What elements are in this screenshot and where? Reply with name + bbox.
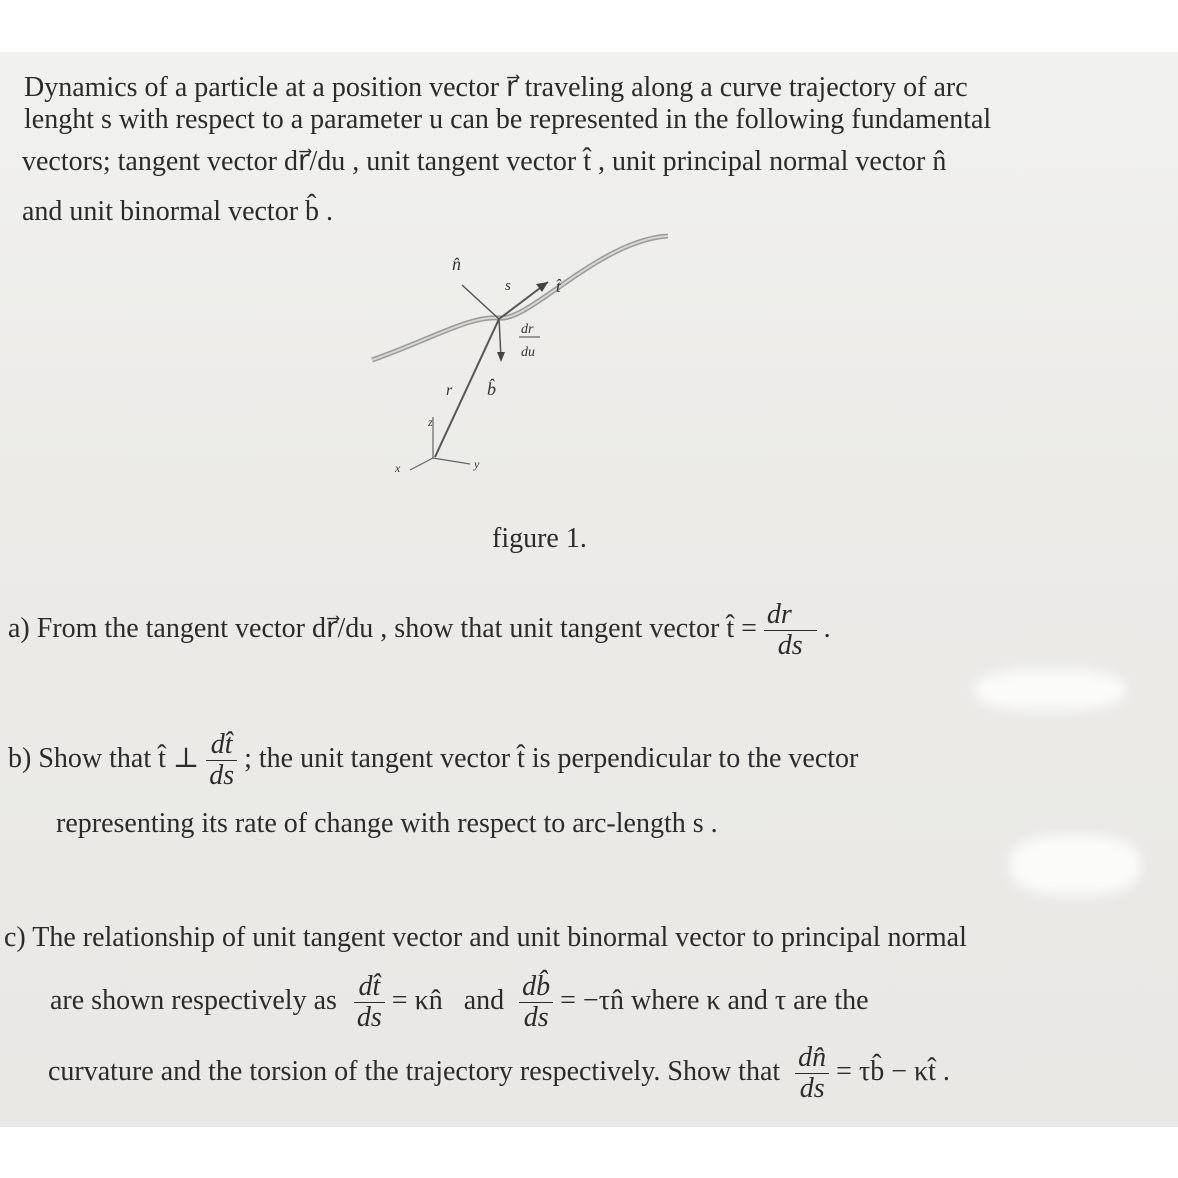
label-y: y [474,457,480,471]
fraction-numerator: dt̂ [206,730,237,761]
part-b-rest: ; the unit tangent vector t̂ is perpendicular to the vector [244,743,859,774]
label-x: x [395,461,401,475]
binormal-arrowhead [497,352,505,362]
curve-figure [0,220,1178,740]
and-word: and [463,985,505,1016]
label-b: b̂ [487,379,496,399]
equation-1-rhs: = κn̂ [391,985,443,1016]
part-a-end: . [823,613,831,644]
intro-line-4: and unit binormal vector b̂ . [22,196,334,227]
label-s: s [505,278,511,294]
fraction-denominator: ds [209,760,235,792]
label-n: n̂ [452,254,461,274]
fraction-denominator: ds [523,1002,549,1034]
normal-vector-line [462,285,499,319]
smudge-mark [1010,835,1140,895]
part-a-text: a) From the tangent vector dr⃗/du , show that unit tangent vector t̂ = [8,613,757,644]
part-b-lead: b) Show that t̂ ⊥ [8,743,200,774]
fraction-db-ds [519,972,553,1033]
fraction-numerator: dn̂ [795,1043,829,1074]
label-du: du [521,345,535,360]
figure-caption: figure 1. [492,523,587,554]
fraction-numerator: dt̂ [354,972,385,1003]
fraction-dr-ds [764,600,817,661]
fraction-numerator: dr⃗ [764,600,817,631]
fraction-dt-ds [354,972,385,1033]
part-b [8,728,858,791]
x-axis-line [410,458,433,470]
label-dr: dr⃗ [521,322,545,337]
fraction-numerator: db̂ [519,972,553,1003]
label-t: t̂ [556,277,561,296]
intro-line-3: vectors; tangent vector dr⃗/du , unit tangent vector t̂ , unit principal normal vector n̂ [22,146,947,177]
fraction-denominator: ds [777,630,803,662]
fraction-dn-ds [795,1043,829,1104]
intro-line-1: Dynamics of a particle at a position vector r⃗ traveling along a curve trajectory of arc [24,72,968,103]
intro-line-2: lenght s with respect to a parameter u can be represented in the following fundamental [24,104,992,135]
part-c-lead: are shown respectively as [50,985,337,1016]
part-c-line-2 [50,970,869,1033]
fraction-denominator: ds [799,1073,825,1105]
part-c-line-1: c) The relationship of unit tangent vector and unit binormal vector to principal normal [4,922,967,953]
equation-3-rhs: = τb̂ − κt̂ . [836,1056,950,1087]
part-b-line-2: representing its rate of change with respect to arc-length s . [56,808,718,839]
part-c-line-3-text: curvature and the torsion of the trajectory respectively. Show that [48,1056,781,1087]
fraction-dt-ds [206,730,237,791]
label-z: z [428,415,433,429]
equation-2-rhs: = −τn̂ where κ and τ are the [560,985,869,1016]
fraction-denominator: ds [356,1002,382,1034]
trajectory-curve [372,236,668,360]
part-a [8,598,831,661]
label-r: r⃗ [446,382,465,399]
y-axis-line [433,458,470,464]
part-c-line-3 [48,1040,950,1104]
